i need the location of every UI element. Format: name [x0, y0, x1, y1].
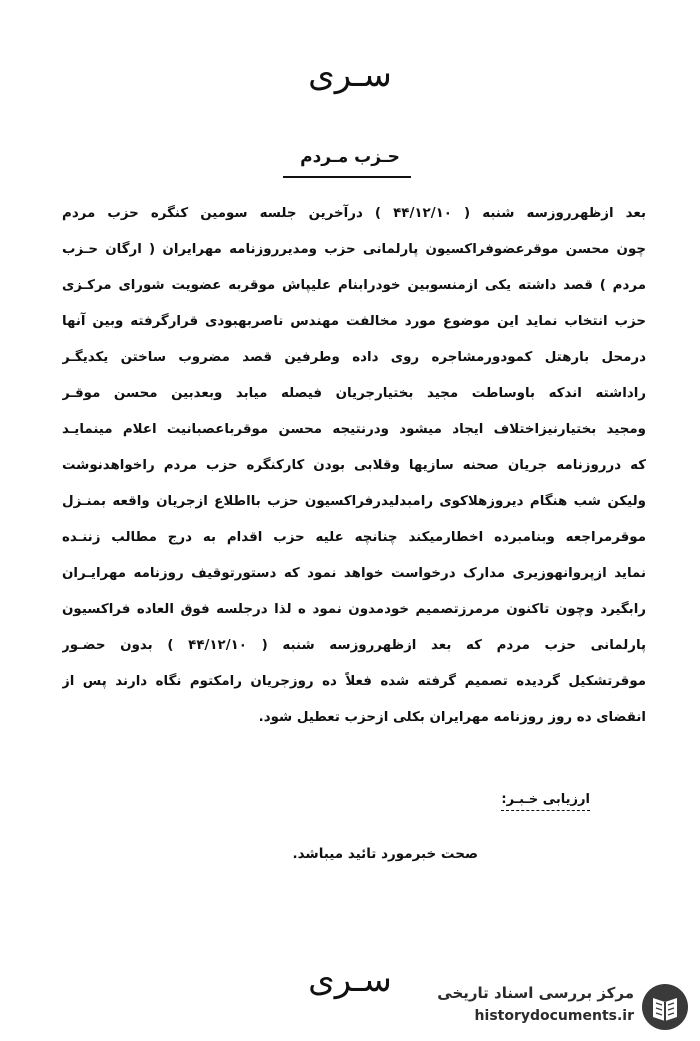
archive-url: historydocuments.ir: [474, 1008, 634, 1024]
document-title: حـزب مـردم: [300, 147, 400, 167]
body-line: راداشته اندکه باوساطت مجید بختیارجریان فیصله میابد وبعدبین محسن موقـر: [62, 386, 646, 401]
body-line: درمحل بارهتل کمودورمشاجره روی داده وطرفین قصد مضروب ساختن یکدیگـر: [62, 350, 646, 365]
archive-name: مرکز بررسی اسناد تاریخی: [437, 984, 634, 1002]
archive-book-icon: [640, 982, 690, 1032]
body-line: بعد ازظهرروزسه شنبه ( ۴۴/۱۲/۱۰ ) درآخرین جلسه سومین کنگره حزب مردم: [62, 206, 646, 221]
body-line: انقضای ده روز روزنامه مهرایران بکلی ازحزب تعطیل شود.: [258, 710, 646, 725]
archive-watermark: [410, 982, 690, 1032]
classification-footer: سـری: [308, 960, 392, 1000]
body-line: چون محسن موقرعضوفراکسیون پارلمانی حزب ومدیرروزنامه مهرایران ( ارگان حـزب: [62, 242, 646, 257]
body-line: موقرتشکیل گردیده تصمیم گرفته شده فعلاً ده روزجریان رامکتوم نگاه دارند پس از: [62, 674, 646, 689]
report-body: [62, 196, 646, 736]
body-line: ولیکن شب هنگام دیروزهلاکوی رامبدلیدرفراکسیون حزب بااطلاع ازجریان واقعه بمنـزل: [62, 494, 646, 509]
body-line: پارلمانی حزب مردم که بعد ازظهرروزسه شنبه ( ۴۴/۱۲/۱۰ ) بدون حضـور: [62, 638, 646, 653]
body-line: که درروزنامه جریان صحنه سازیها وقلابی بودن کارکنگره حزب مردم راخواهدنوشت: [62, 458, 646, 473]
body-line: رابگیرد وچون تاکنون مرمرزتصمیم خودمدون نمود ه لذا درجلسه فوق العاده فراکسیون: [62, 602, 646, 617]
body-line: موقرمراجعه وبنامبرده اخطارمیکند چنانچه علیه حزب اقدام به درج مطالب زننـده: [62, 530, 646, 545]
body-line: نماید ازپروانهوزیری مدارک درخواست خواهد نمود که دستورتوقیف روزنامه مهرایـران: [62, 566, 646, 581]
confirmation-note: صحت خبرمورد تائید میباشد.: [292, 846, 478, 862]
body-line: مردم ) قصد داشته یکی ازمنسوبین خودرابنام علیپاش موقربه عضویت شورای مرکـزی: [62, 278, 646, 293]
body-line: حزب انتخاب نماید این موضوع مورد مخالفت مهندس ناصربهبودی قرارگرفته وبین آنها: [62, 314, 646, 329]
body-line: ومجید بختیارنیزاختلاف ایجاد میشود ودرنتیجه محسن موقرباعصبانیت اعلام مینمایـد: [62, 422, 646, 437]
source-evaluation-label: ارزیابی خـبـر:: [501, 792, 590, 811]
classification-header: سـری: [308, 55, 392, 95]
title-underline: [283, 176, 411, 178]
